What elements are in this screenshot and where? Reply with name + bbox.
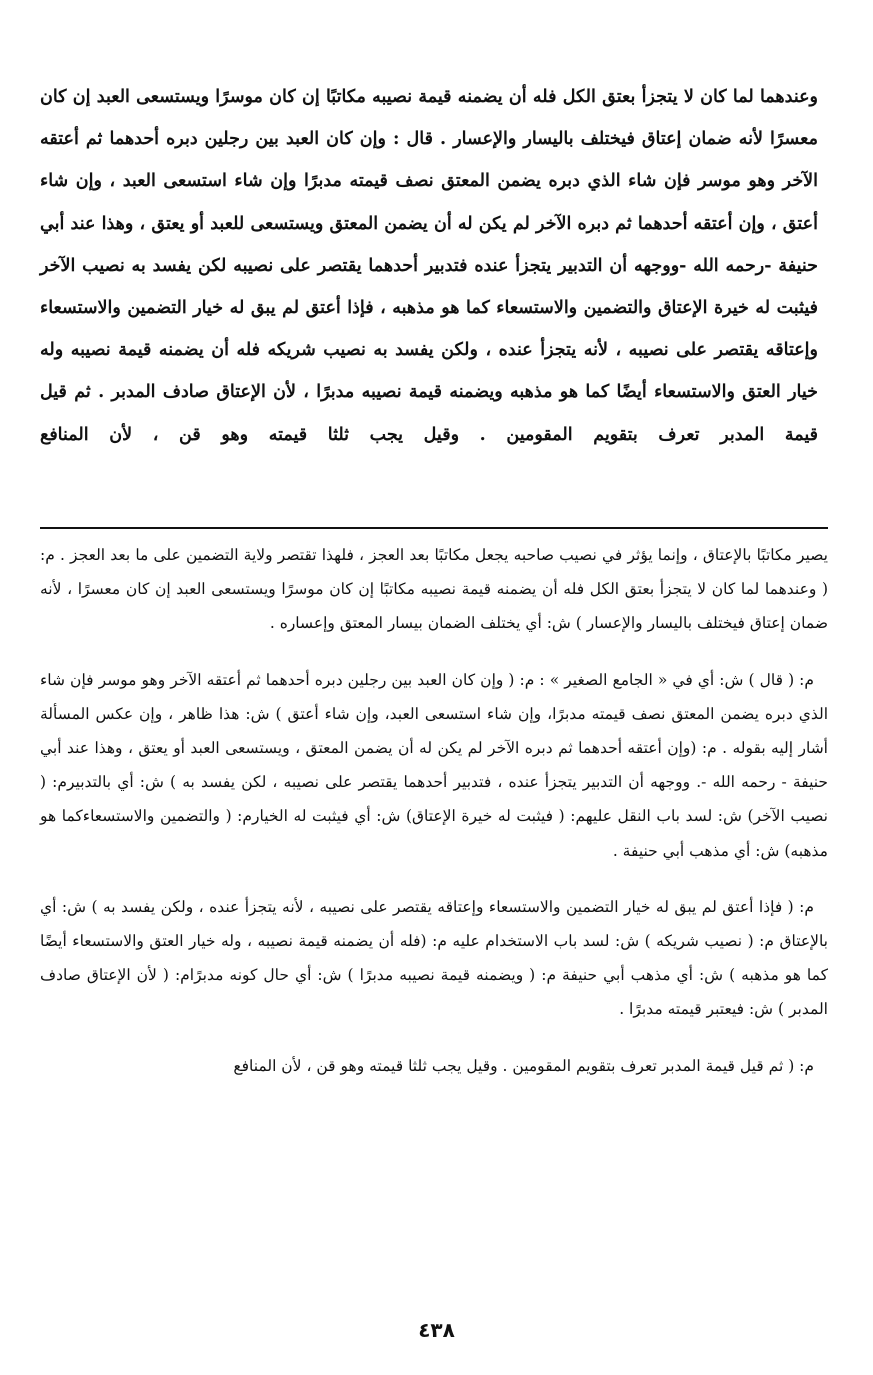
commentary-section [40, 538, 828, 1105]
commentary-paragraph-4: م: ( ثم قيل قيمة المدبر تعرف بتقويم المقومين . وقيل يجب ثلثا قيمته وهو قن ، لأن المنافع [233, 1056, 814, 1075]
page-number: ٤٣٨ [418, 1318, 455, 1342]
commentary-paragraph-2: م: ( قال ) ش: أي في « الجامع الصغير » : م: ( وإن كان العبد بين رجلين دبره أحدهما ثم أعتقه الآخر وهو موسر فإن شاء الذي دبره يضمن المعتق نصف قيمته مدبرًا، وإن شاء استسعى العبد، وإن شاء أعتق ) ش: هذا ظاهر ، وإن عكس المسألة أشار إليه بقوله . م: (وإن أعتقه أحدهما ثم دبره الآخر لم يكن له أن يضمن المعتق ، ويستسعى العبد أو يعتق ، وهذا عند أبي حنيفة - رحمه الله -. ووجهه أن التدبير يتجزأ عنده ، فتدبير أحدهما يقتصر على نصيبه ، لكن يفسد به ) ش: أي بالتدبيرم: ( نصيب الآخر) ش: لسد باب النقل عليهم: ( فيثبت له خيرة الإعتاق) ش: أي فيثبت له الخيارم: ( والتضمين والاستسعاءكما هو مذهبه) ش: أي مذهب أبي حنيفة . [40, 670, 828, 860]
footnote-divider [40, 527, 828, 529]
commentary-paragraph-3: م: ( فإذا أعتق لم يبق له خيار التضمين والاستسعاء وإعتاقه يقتصر على نصيبه ، لأنه يتجزأ عنده ، ولكن يفسد به ) ش: أي بالإعتاق م: ( نصيب شريكه ) ش: لسد باب الاستخدام عليه م: (فله أن يضمنه قيمة نصيبه ، وله خيار العتق والاستسعاء أيضًا كما هو مذهبه ) ش: أي مذهب أبي حنيفة م: ( ويضمنه قيمة نصيبه مدبرًا ) ش: أي حال كونه مدبرًام: ( لأن الإعتاق صادف المدبر ) ش: فيعتبر قيمته مدبرًا . [40, 897, 828, 1019]
main-text-block: وعندهما لما كان لا يتجزأ بعتق الكل فله أن يضمنه قيمة نصيبه مكاتبًا إن كان موسرًا ويستسعى العبد إن كان معسرًا لأنه ضمان إعتاق فيختلف باليسار والإعسار . قال : وإن كان العبد بين رجلين دبره أحدهما ثم أعتقه الآخر وهو موسر فإن شاء الذي دبره يضمن المعتق نصف قيمته مدبرًا وإن شاء استسعى العبد ، وإن شاء أعتق ، وإن أعتقه أحدهما ثم دبره الآخر لم يكن له أن يضمن المعتق ويستسعى للعبد أو يعتق ، وهذا عند أبي حنيفة -رحمه الله -ووجهه أن التدبير يتجزأ عنده فتدبير أحدهما يقتصر على نصيبه لكن يفسد به نصيب الآخر فيثبت له خيرة الإعتاق والتضمين والاستسعاء كما هو مذهبه ، فإذا أعتق لم يبق له خيار التضمين والاستسعاء وإعتاقه يقتصر على نصيبه ، لأنه يتجزأ عنده ، ولكن يفسد به نصيب شريكه فله أن يضمنه قيمة نصيبه وله خيار العتق والاستسعاء أيضًا كما هو مذهبه ويضمنه قيمة نصيبه مدبرًا ، لأن الإعتاق صادف المدبر . ثم قيل قيمة المدبر تعرف بتقويم المقومين . وقيل يجب ثلثا قيمته وهو قن ، لأن المنافع [40, 87, 818, 445]
commentary-paragraph-1: يصير مكاتبًا بالإعتاق ، وإنما يؤثر في نصيب صاحبه يجعل مكاتبًا بعد العجز ، فلهذا تقتصر ولاية التضمين على ما بعد العجز . م: ( وعندهما لما كان لا يتجزأ بعتق الكل فله أن يضمنه قيمة نصيبه مكاتبًا إن كان موسرًا ويستسعى العبد إن كان معسرًا ، لأنه ضمان إعتاق فيختلف باليسار والإعسار ) ش: أي يختلف الضمان بيسار المعتق وإعساره . [40, 546, 828, 633]
